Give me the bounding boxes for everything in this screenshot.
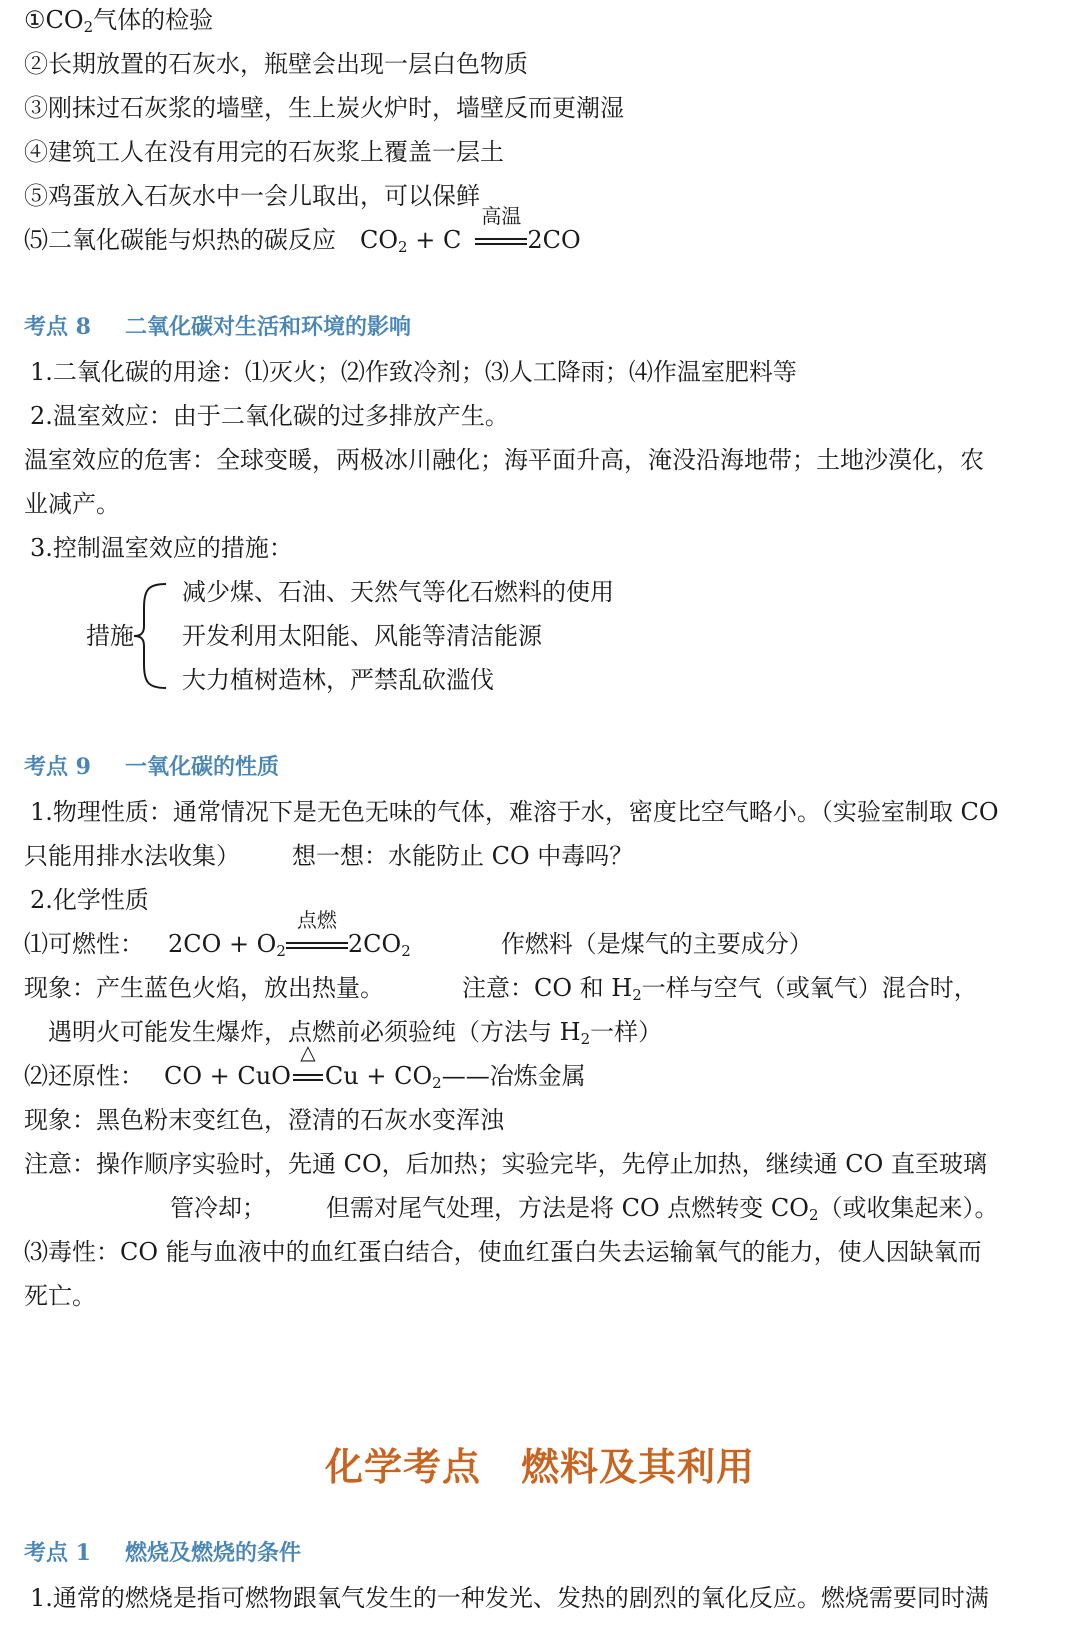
co-combustion-phenomenon: 现象：产生蓝色火焰，放出热量。 注意：CO 和 $H_2$一样与空气（或氧气）混合时， xyxy=(24,974,978,1004)
line-limewater: ②长期放置的石灰水，瓶壁会出现一层白色物质 xyxy=(24,50,528,78)
measure-item-2: 开发利用太阳能、风能等清洁能源 xyxy=(182,622,542,650)
co-combustion-note: 遇明火可能发生爆炸，点燃前必须验纯（方法与 $H_2$一样） xyxy=(48,1018,663,1048)
measure-item-3: 大力植树造林，严禁乱砍滥伐 xyxy=(182,666,494,694)
reaction-condition-high-temp: 高温 xyxy=(475,228,527,252)
co-reduction-note-2: 管冷却； 但需对尾气处理，方法是将 CO 点燃转变 $CO_2$（或收集起来）。 xyxy=(170,1194,999,1224)
co-toxicity-1: ⑶毒性：CO 能与血液中的血红蛋白结合，使血红蛋白失去运输氧气的能力，使人因缺氧而 xyxy=(24,1238,982,1266)
co-physical-1: 1.物理性质：通常情况下是无色无味的气体，难溶于水，密度比空气略小。（实验室制取 CO xyxy=(30,798,999,826)
co2-uses: 1.二氧化碳的用途：⑴灭火；⑵作致冷剂；⑶人工降雨；⑷作温室肥料等 xyxy=(30,358,797,386)
measures-label: 措施 xyxy=(86,622,134,650)
greenhouse-effect: 2.温室效应：由于二氧化碳的过多排放产生。 xyxy=(30,402,509,430)
chapter-title: 化学考点 燃料及其利用 xyxy=(324,1444,756,1489)
line-builder: ④建筑工人在没有用完的石灰浆上覆盖一层土 xyxy=(24,138,504,166)
co-reduction-note-1: 注意：操作顺序实验时，先通 CO，后加热；实验完毕，先停止加热，继续通 CO 直至玻璃 xyxy=(24,1150,987,1178)
co-physical-2: 只能用排水法收集） 想一想：水能防止 CO 中毒吗？ xyxy=(24,842,634,870)
section-heading-1: 考点 1 燃烧及燃烧的条件 xyxy=(24,1540,301,1566)
line-co2-carbon: ⑸二氧化碳能与炽热的碳反应 $CO_2 + C$ 高温 2CO xyxy=(24,204,581,256)
brace-icon xyxy=(130,580,170,692)
reaction-condition-ignite: 点燃 xyxy=(286,932,348,956)
co-combustion: ⑴可燃性： $2CO + O_2$ 点燃 $2CO_2$ 作燃料（是煤气的主要成分） xyxy=(24,908,813,960)
measures-title: 3.控制温室效应的措施： xyxy=(30,534,293,562)
line-egg: ⑤鸡蛋放入石灰水中一会儿取出，可以保鲜 xyxy=(24,182,480,210)
measure-item-1: 减少煤、石油、天然气等化石燃料的使用 xyxy=(182,578,614,606)
co-reduction: ⑵还原性： CO + CuO △ $Cu + CO_2——$冶炼金属 xyxy=(24,1040,586,1092)
co-toxicity-2: 死亡。 xyxy=(24,1282,96,1310)
combustion-definition: 1.通常的燃烧是指可燃物跟氧气发生的一种发光、发热的剧烈的氧化反应。燃烧需要同时满 xyxy=(30,1584,989,1612)
line-co2-test: $①CO_2$气体的检验 xyxy=(24,6,214,36)
greenhouse-harm-1: 温室效应的危害：全球变暖，两极冰川融化；海平面升高，淹没沿海地带；土地沙漠化，农 xyxy=(24,446,984,474)
greenhouse-harm-2: 业减产。 xyxy=(24,490,120,518)
section-heading-9: 考点 9 一氧化碳的性质 xyxy=(24,754,279,780)
co-chemical-title: 2.化学性质 xyxy=(30,886,149,914)
co-reduction-phenomenon: 现象：黑色粉末变红色，澄清的石灰水变浑浊 xyxy=(24,1106,504,1134)
reaction-condition-heat: △ xyxy=(291,1064,325,1088)
line-wall: ③刚抹过石灰浆的墙壁，生上炭火炉时，墙壁反而更潮湿 xyxy=(24,94,624,122)
section-heading-8: 考点 8 二氧化碳对生活和环境的影响 xyxy=(24,314,411,340)
